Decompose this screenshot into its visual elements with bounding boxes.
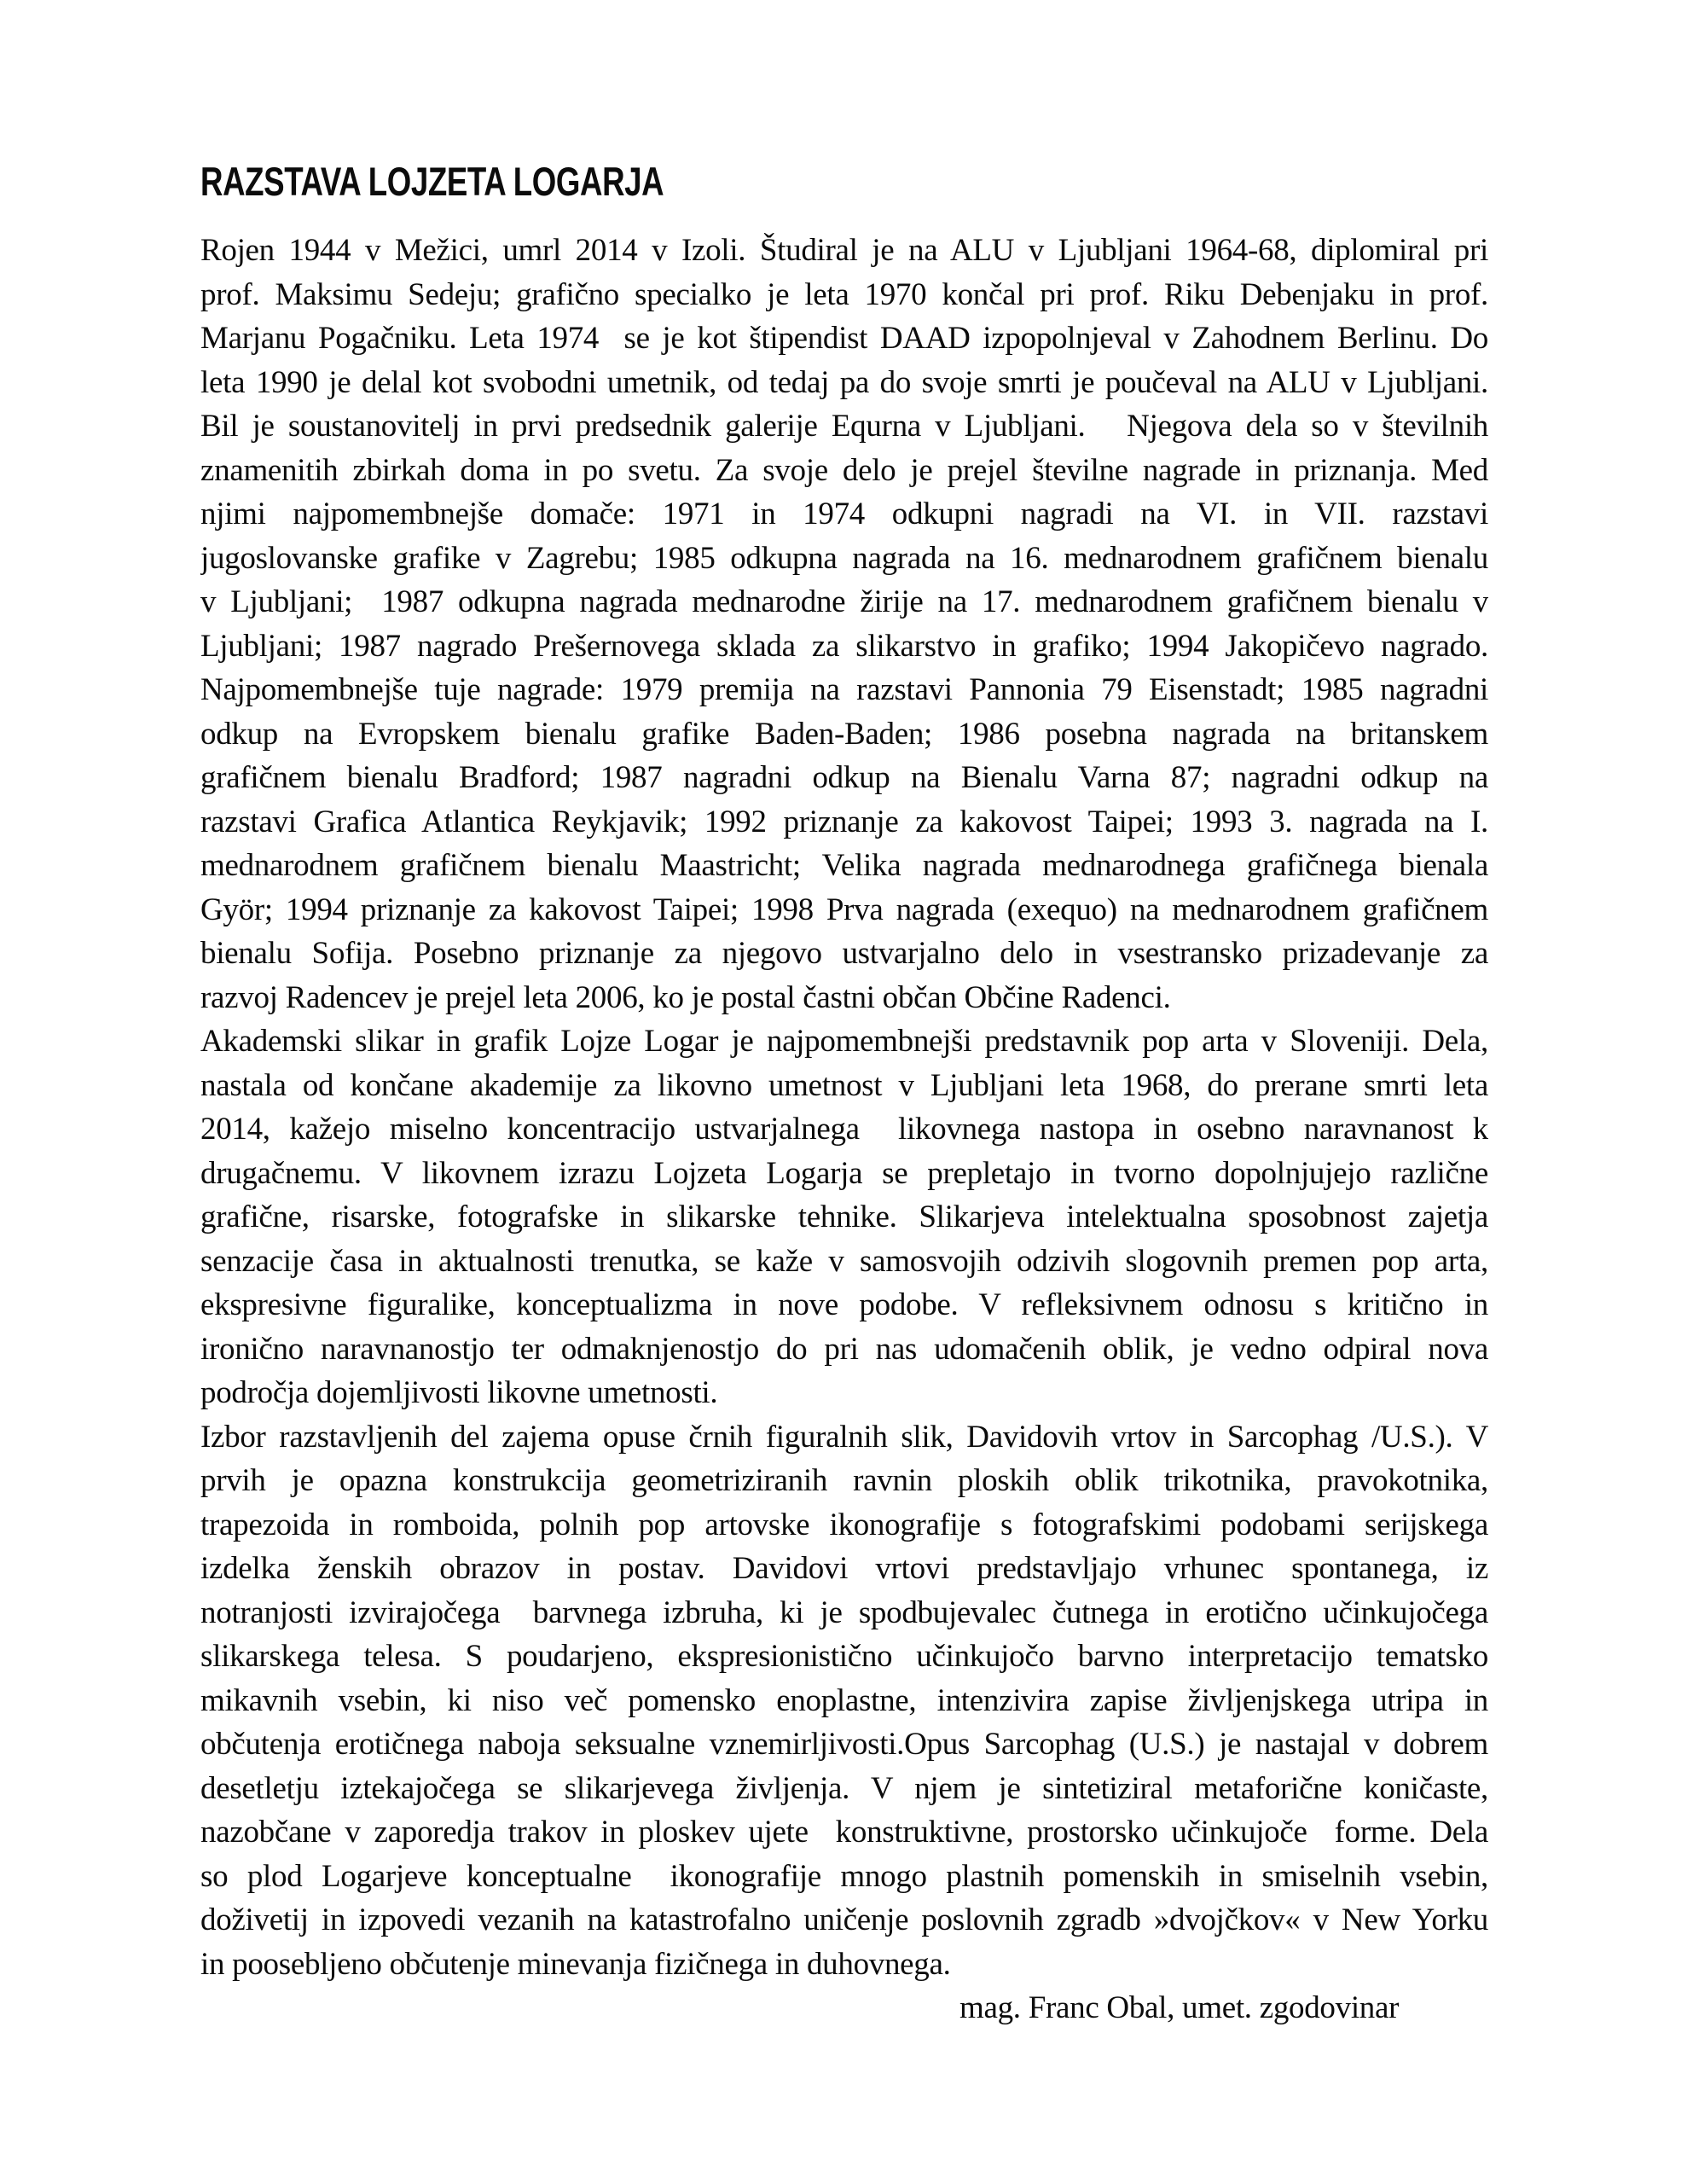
text-line: mikavnih vsebin, ki niso več pomensko enoplastne, intenzivira zapise življenjskega utripa in [200, 1682, 1488, 1718]
text-line: razvoj Radencev je prejel leta 2006, ko je postal častni občan Občine Radenci. [200, 979, 1171, 1015]
text-line: v Ljubljani; 1987 odkupna nagrada mednarodne žirije na 17. mednarodnem grafičnem bienalu v [200, 584, 1488, 619]
text-line: Györ; 1994 priznanje za kakovost Taipei; 1998 Prva nagrada (exequo) na mednarodnem grafičnem [200, 892, 1488, 927]
paragraph [200, 229, 1488, 1019]
text-line: Izbor razstavljenih del zajema opuse črnih figuralnih slik, Davidovih vrtov in Sarcophag /U.S.). V [200, 1419, 1488, 1455]
text-line: grafičnem bienalu Bradford; 1987 nagradni odkup na Bienalu Varna 87; nagradni odkup na [200, 760, 1488, 795]
text-line: jugoslovanske grafike v Zagrebu; 1985 odkupna nagrada na 16. mednarodnem grafičnem bienalu [200, 540, 1488, 576]
text-line: prvih je opazna konstrukcija geometriziranih ravnin ploskih oblik trikotnika, pravokotnika, [200, 1463, 1488, 1498]
text-line: leta 1990 je delal kot svobodni umetnik, od tedaj pa do svoje smrti je poučeval na ALU v Ljubljani. [200, 364, 1488, 400]
text-line: in poosebljeno občutenje minevanja fizičnega in duhovnega. [200, 1946, 951, 1982]
text-line: Bil je soustanovitelj in prvi predsednik galerije Equrna v Ljubljani. Njegova dela so v številnih [200, 409, 1488, 444]
text-line: znamenitih zbirkah doma in po svetu. Za svoje delo je prejel številne nagrade in priznanja. Med [200, 452, 1488, 488]
text-line: doživetij in izpovedi vezanih na katastrofalno uničenje poslovnih zgradb »dvojčkov« v New Yorku [200, 1902, 1488, 1937]
text-line: nastala od končane akademije za likovno umetnost v Ljubljani leta 1968, do prerane smrti leta [200, 1067, 1488, 1103]
text-line: notranjosti izvirajočega barvnega izbruha, ki je spodbujevalec čutnega in erotično učinkujočega [200, 1594, 1488, 1630]
text-line: senzacije časa in aktualnosti trenutka, se kaže v samosvojih odzivih slogovnih premen pop arta, [200, 1243, 1488, 1279]
document-title [200, 0, 1488, 203]
text-line: občutenja erotičnega naboja seksualne vznemirljivosti.Opus Sarcophag (U.S.) je nastajal v dobrem [200, 1727, 1488, 1762]
document-body [200, 229, 1488, 1986]
signature-line: mag. Franc Obal, umet. zgodovinar [959, 1990, 1400, 2025]
text-line: njimi najpomembnejše domače: 1971 in 1974 odkupni nagradi na VI. in VII. razstavi [200, 497, 1488, 531]
text-line: Marjanu Pogačniku. Leta 1974 se je kot štipendist DAAD izpopolnjeval v Zahodnem Berlinu. Do [200, 321, 1488, 356]
text-line: Rojen 1944 v Mežici, umrl 2014 v Izoli. Študiral je na ALU v Ljubljani 1964-68, diplomiral pri [200, 233, 1488, 268]
text-line: 2014, kažejo miselno koncentracijo ustvarjalnega likovnega nastopa in osebno naravnanost k [200, 1112, 1488, 1147]
text-line: odkup na Evropskem bienalu grafike Baden-Baden; 1986 posebna nagrada na britanskem [200, 716, 1488, 752]
text-line: ironično naravnanostjo ter odmaknjenostjo do pri nas udomačenih oblik, je vedno odpiral nova [200, 1331, 1488, 1367]
text-line: Najpomembnejše tuje nagrade: 1979 premija na razstavi Pannonia 79 Eisenstadt; 1985 nagradni [200, 672, 1488, 707]
text-line: Akademski slikar in grafik Lojze Logar je najpomembnejši predstavnik pop arta v Sloveniji. Dela, [200, 1024, 1488, 1059]
text-line: desetletju iztekajočega se slikarjevega življenja. V njem je sintetiziral metaforične koničaste, [200, 1770, 1488, 1806]
text-line: ekspresivne figuralike, konceptualizma in nove podobe. V refleksivnem odnosu s kritično in [200, 1287, 1488, 1322]
text-line: nazobčane v zaporedja trakov in ploskev ujete konstruktivne, prostorsko učinkujoče forme. Dela [200, 1815, 1488, 1850]
paragraph [200, 1019, 1488, 1415]
text-line: področja dojemljivosti likovne umetnosti. [200, 1375, 718, 1410]
text-line: slikarskega telesa. S poudarjeno, ekspresionistično učinkujočo barvno interpretacijo tematsko [200, 1639, 1488, 1674]
text-line: trapezoida in romboida, polnih pop artovske ikonografije s fotografskimi podobami serijskega [200, 1507, 1488, 1542]
text-line: mednarodnem grafičnem bienalu Maastricht; Velika nagrada mednarodnega grafičnega bienala [200, 848, 1488, 883]
paragraph [200, 1415, 1488, 1987]
text-line: grafične, risarske, fotografske in slikarske tehnike. Slikarjeva intelektualna sposobnost zajetja [200, 1199, 1488, 1234]
text-line: prof. Maksimu Sedeju; grafično specialko je leta 1970 končal pri prof. Riku Debenjaku in prof. [200, 276, 1488, 312]
text-line: drugačnemu. V likovnem izrazu Lojzeta Logarja se prepletajo in tvorno dopolnjujejo različne [200, 1155, 1488, 1191]
text-line: bienalu Sofija. Posebno priznanje za njegovo ustvarjalno delo in vsestransko prizadevanje za [200, 936, 1488, 971]
document-title-text: RAZSTAVA LOJZETA LOGARJA [200, 159, 664, 204]
text-line: Ljubljani; 1987 nagrado Prešernovega sklada za slikarstvo in grafiko; 1994 Jakopičevo nagrado. [200, 628, 1488, 664]
text-line: so plod Logarjeve konceptualne ikonografije mnogo plastnih pomenskih in smiselnih vsebin, [200, 1858, 1488, 1894]
text-line: izdelka ženskih obrazov in postav. Davidovi vrtovi predstavljajo vrhunec spontanega, iz [200, 1551, 1488, 1586]
text-line: razstavi Grafica Atlantica Reykjavik; 1992 priznanje za kakovost Taipei; 1993 3. nagrada na I. [200, 804, 1488, 839]
